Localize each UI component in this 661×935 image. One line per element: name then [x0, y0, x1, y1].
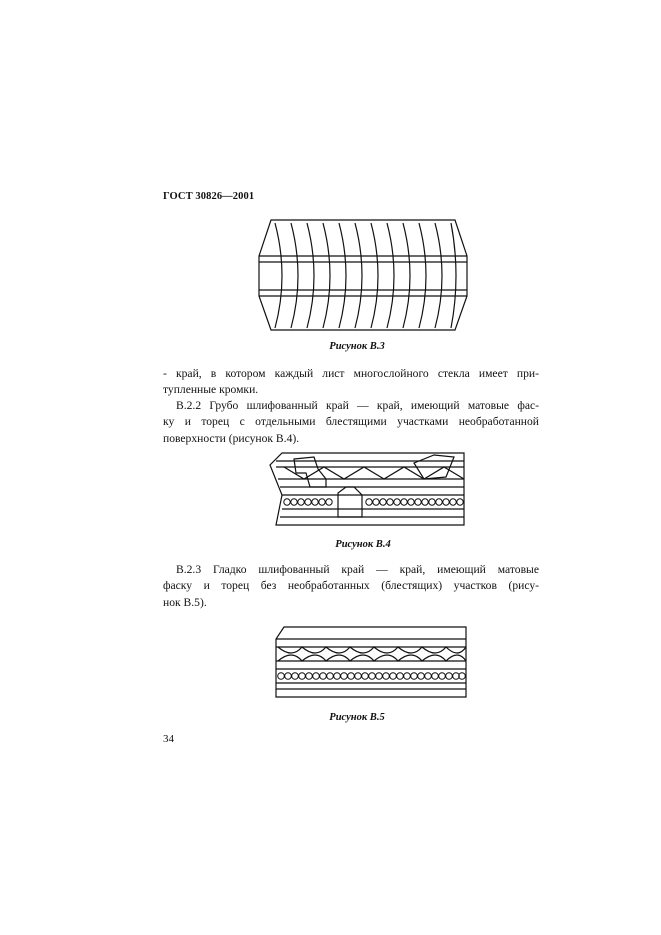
figure-b3-drawing [255, 218, 470, 333]
paragraph-b2-3 [163, 562, 539, 611]
paragraph-line: В.2.2 Грубо шлифованный край — край, имеющий матовые фас- [176, 399, 539, 412]
document-header: ГОСТ 30826—2001 [163, 191, 255, 202]
paragraph-line: - край, в котором каждый лист многослойного стекла имеет при- [163, 367, 539, 380]
paragraph-edge-blunted [163, 366, 539, 399]
paragraph-line: фаску и торец без необработанных (блестящих) участков (рису- [163, 579, 539, 593]
figure-b4-caption: Рисунок В.4 [335, 539, 391, 550]
figure-b3-caption: Рисунок В.3 [329, 341, 385, 352]
paragraph-line: тупленные кромки. [163, 383, 259, 397]
paragraph-line: нок В.5). [163, 595, 207, 609]
paragraph-b2-2 [163, 398, 539, 447]
paragraph-line: поверхности (рисунок В.4). [163, 431, 300, 445]
paragraph-line: В.2.3 Гладко шлифованный край — край, имеющий матовые [176, 563, 539, 576]
page-number: 34 [163, 733, 174, 745]
figure-b5-caption: Рисунок В.5 [329, 712, 385, 723]
paragraph-line: ку и торец с отдельными блестящими участками необработанной [163, 415, 539, 429]
figure-b4-drawing [268, 451, 468, 531]
figure-b5-drawing [272, 625, 468, 701]
